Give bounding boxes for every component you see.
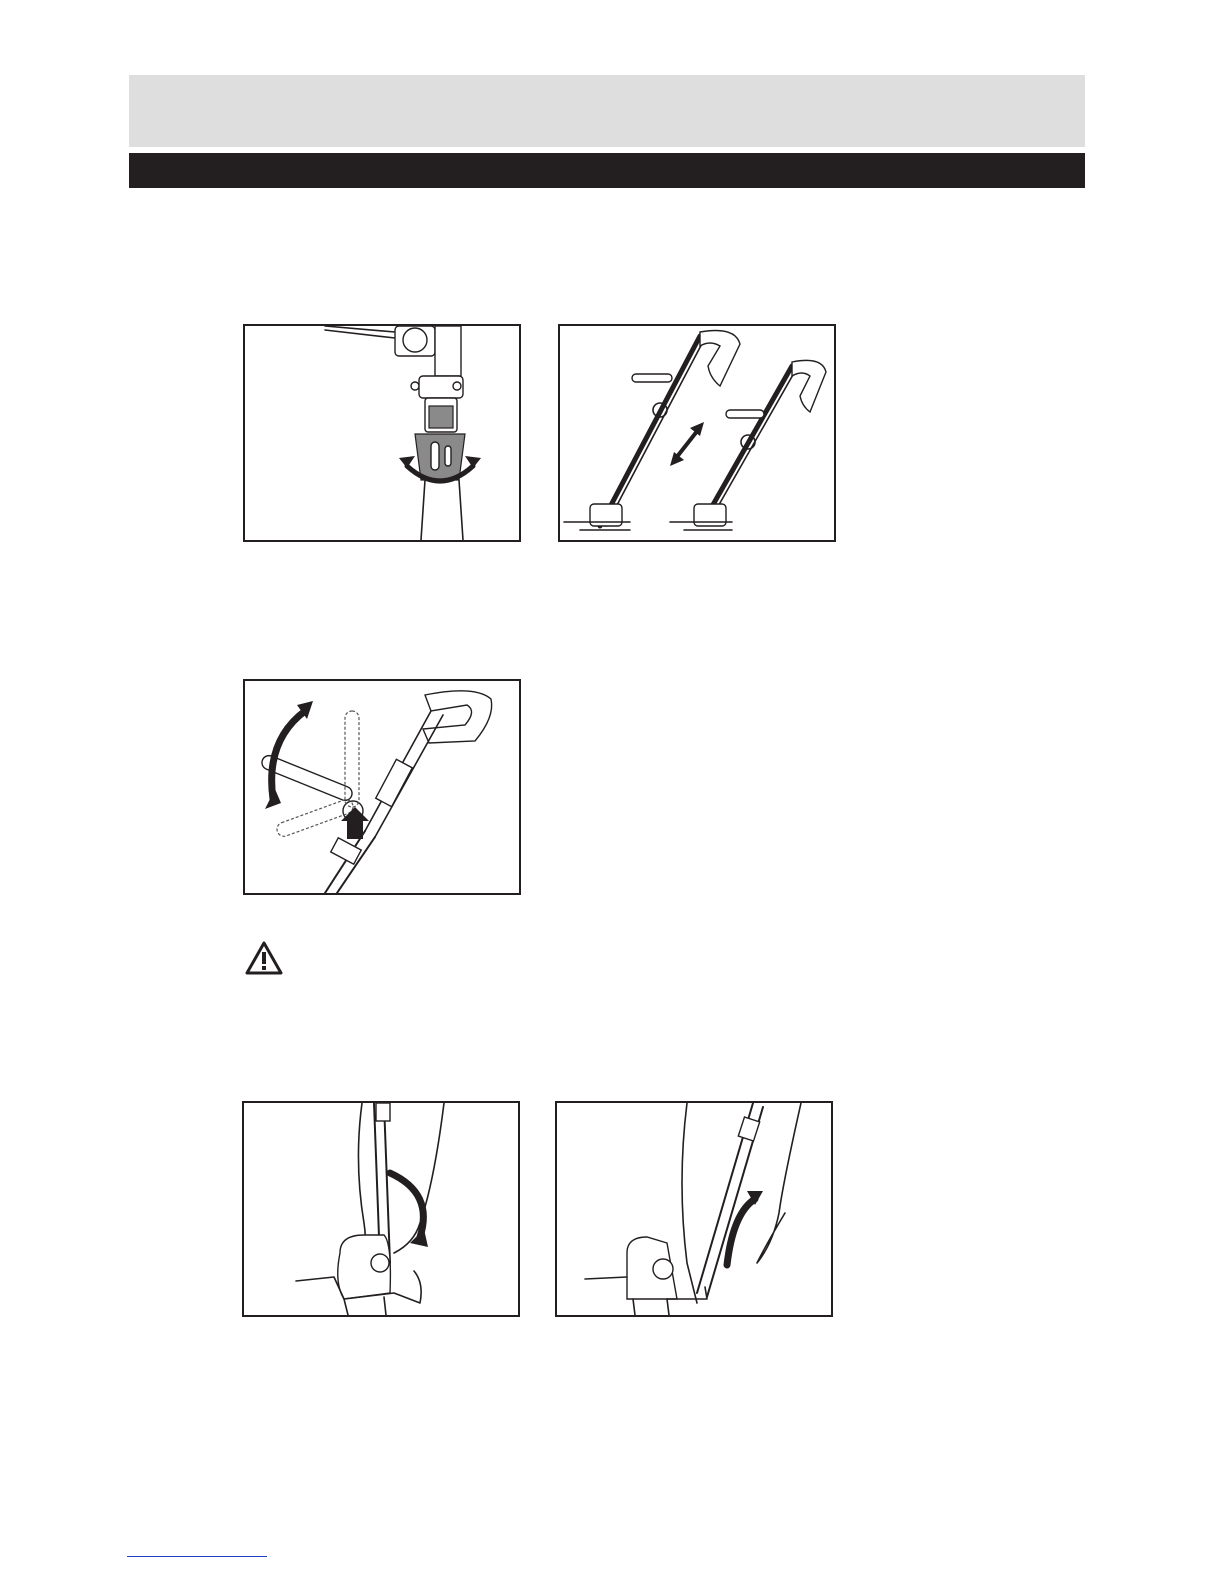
rotate-collar-icon [245, 326, 519, 540]
figure-edging-mode-return [555, 1101, 833, 1317]
figure-edging-mode-rotate [242, 1101, 520, 1317]
header-band [129, 75, 1085, 147]
figure-collar-rotation [243, 324, 521, 542]
handle-rotate-icon [245, 681, 519, 893]
head-rotate-up-icon [557, 1103, 831, 1315]
telescopic-adjust-icon [560, 326, 834, 540]
figure-height-adjust [558, 324, 836, 542]
warning-triangle-icon [244, 940, 284, 976]
section-title-bar [129, 153, 1085, 188]
figure-handle-rotation [243, 679, 521, 895]
head-rotate-down-icon [244, 1103, 518, 1315]
footnote-rule [127, 1556, 267, 1557]
